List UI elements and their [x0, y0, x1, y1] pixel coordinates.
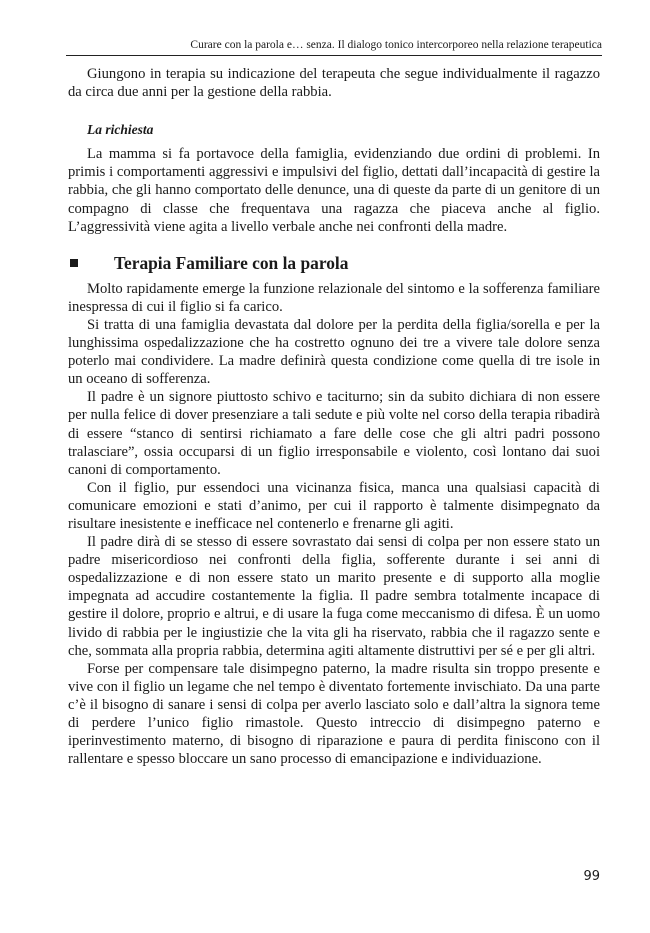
- body-paragraph: Si tratta di una famiglia devastata dal dolore per la perdita della figlia/sorella e per la lunghissima ospedalizzazione che ha costretto ognuno dei tre a vivere tale dolore senza poterlo mai condividere. La madre definirà questa condizione come quella di tre isole in un oceano di sofferenza.: [68, 316, 600, 388]
- running-header: Curare con la parola e… senza. Il dialogo tonico intercorporeo nella relazione terapeutica: [66, 38, 602, 56]
- section-title: Terapia Familiare con la parola: [114, 252, 349, 273]
- square-bullet-icon: [70, 259, 78, 267]
- section-heading: [68, 252, 600, 274]
- page-body: [68, 65, 600, 768]
- body-paragraph: Il padre dirà di se stesso di essere sovrastato dai sensi di colpa per non essere stato un padre misericordioso nei confronti della figlia, sofferente durante i sei anni di ospedalizzazione e di non essere stato un marito presente e di supporto alla moglie impegnata ad accudire costantemente la figlia. Il padre sembra totalmente incapace di gestire il dolore, proprio e altrui, e di usare la fuga come meccanismo di difesa. È un uomo livido di rabbia per le ingiustizie che la vita gli ha riservato, rabbia che il ragazzo sente e che, sommata alla propria rabbia, determina agiti altamente distruttivi per sé e per gli altri.: [68, 534, 600, 659]
- body-paragraph: Molto rapidamente emerge la funzione relazionale del sintomo e la sofferenza familiare inespressa di cui il figlio si fa carico.: [68, 280, 600, 315]
- subheading-richiesta: La richiesta: [87, 122, 154, 138]
- body-paragraph: Il padre è un signore piuttosto schivo e taciturno; sin da subito dichiara di non essere per nulla felice di dover presenziare a tali sedute e più volte nel corso della terapia ribadirà di essere “stanco di sentirsi richiamato a fare delle cose che gli altri padri possono tralasciare”, ossia occuparsi di un figlio irresponsabile e violento, così lontano dai suoi canoni di comportamento.: [68, 389, 600, 478]
- body-paragraph: Con il figlio, pur essendoci una vicinanza fisica, manca una qualsiasi capacità di comunicare emozioni e stati d’animo, per cui il rapporto è talmente disimpegnato da risultare inesistente e inefficace nel contenerlo e frenarne gli agiti.: [68, 479, 600, 532]
- richiesta-paragraph: La mamma si fa portavoce della famiglia, evidenziando due ordini di problemi. In primis i comportamenti aggressivi e impulsivi del figlio, dettati dall’incapacità di gestire la rabbia, che gli hanno comportato delle denunce, una di queste da parte di un genitore di un compagno di classe che frequentava una ragazza che piaceva anche al figlio. L’aggressività viene agita a livello verbale anche nei confronti della madre.: [68, 146, 600, 235]
- body-paragraph: Forse per compensare tale disimpegno paterno, la madre risulta sin troppo presente e vive con il figlio un legame che nel tempo è diventato fortemente invischiato. Da una parte c’è il bisogno di sanare i sensi di colpa per averlo lasciato solo e dall’altra la signora teme di perdere l’unico figlio rimastole. Questo intreccio di disimpegno paterno e iperinvestimento materno, di bisogno di riparazione e paura di perdita finiscono con il rallentare e spesso bloccare un sano processo di emancipazione e individuazione.: [68, 660, 600, 768]
- intro-paragraph: Giungono in terapia su indicazione del terapeuta che segue individualmente il ragazzo da circa due anni per la gestione della rabbia.: [68, 66, 600, 101]
- page-number: 99: [583, 869, 600, 884]
